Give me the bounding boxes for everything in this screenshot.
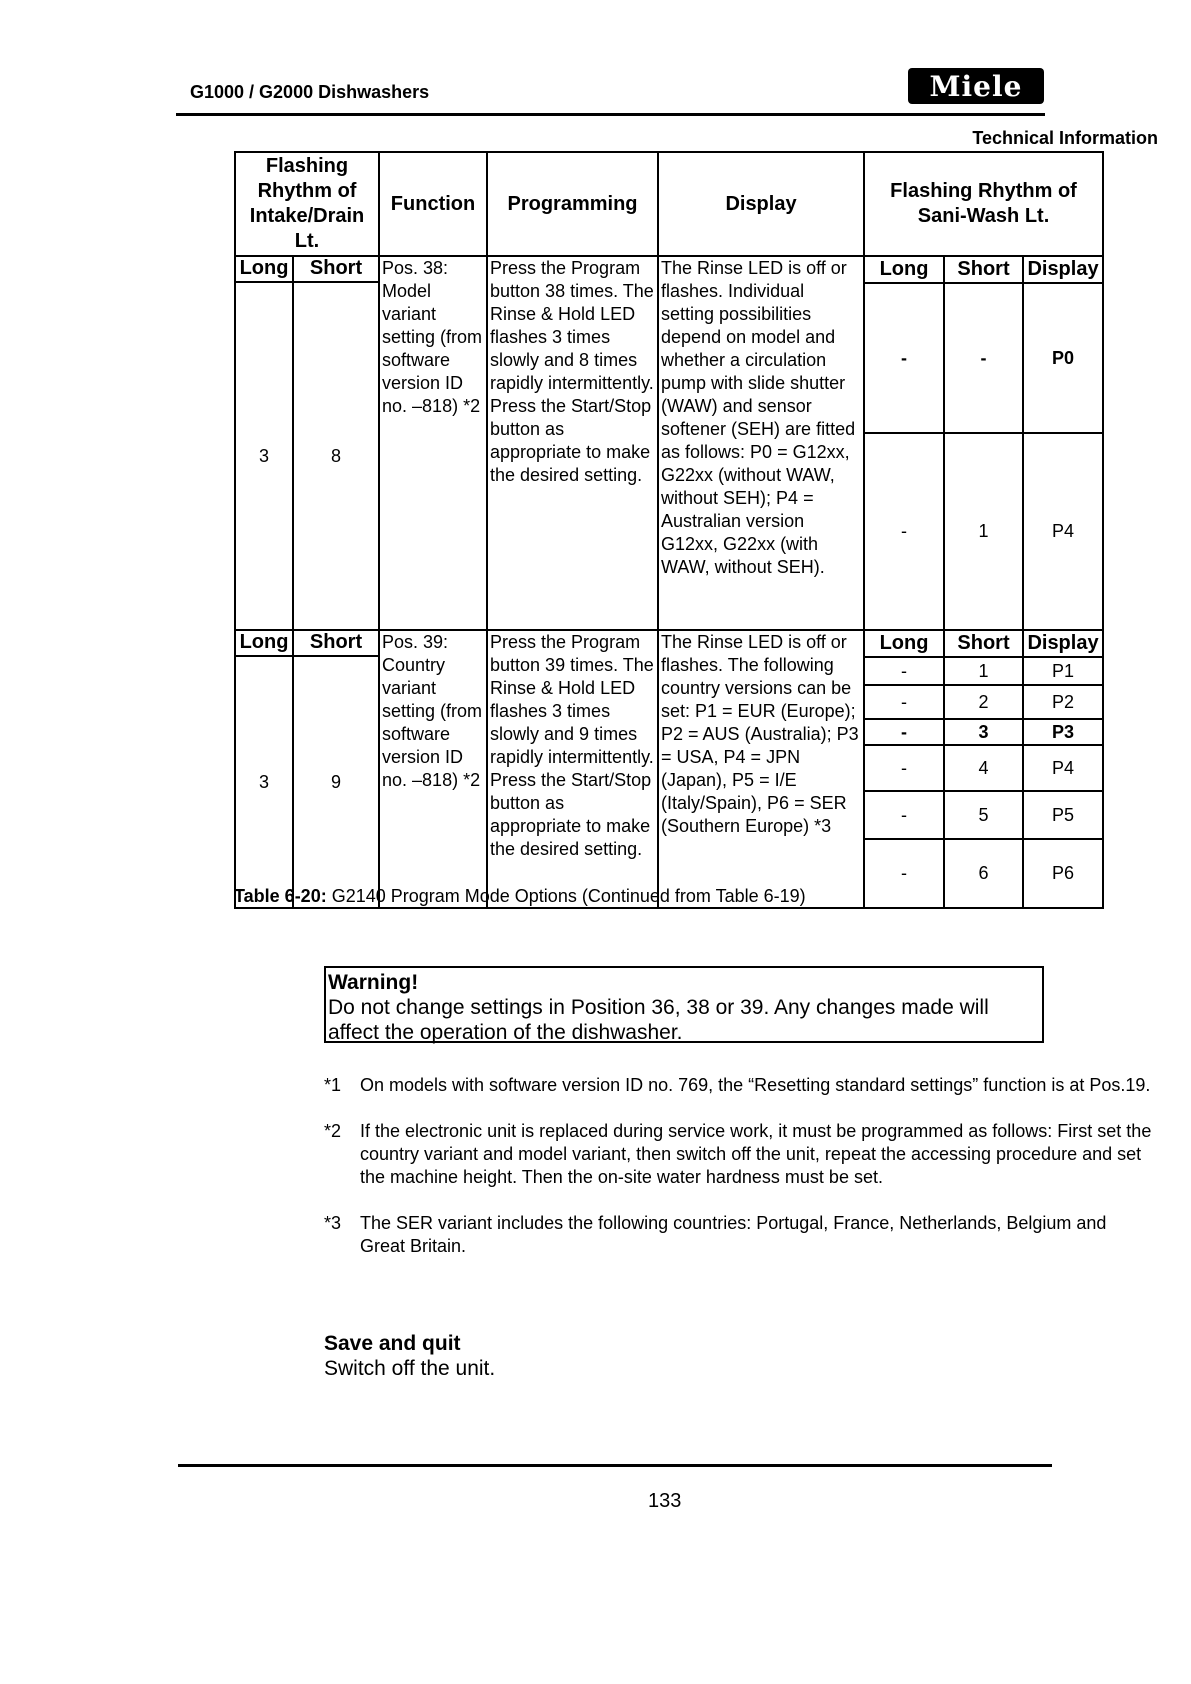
option-short: 5 xyxy=(944,791,1023,839)
footnote xyxy=(324,1120,1154,1189)
display-cell: The Rinse LED is off or flashes. The following country versions can be set: P1 = EUR (Europe); P2 = AUS (Australia); P3 = USA, P4 = JPN (Japan), P5 = I/E (Italy/Spain), P6 = SER (Southern Europe) *3 xyxy=(658,630,864,908)
option-long: - xyxy=(865,719,944,745)
sani-wash-options xyxy=(864,630,1103,908)
option-short: 1 xyxy=(944,433,1023,629)
sani-wash-options xyxy=(864,256,1103,630)
table-caption xyxy=(234,886,806,907)
option-short: 6 xyxy=(944,839,1023,907)
table-header-row xyxy=(235,152,1103,256)
option-row xyxy=(865,685,1102,719)
option-long: - xyxy=(865,657,944,685)
flash-short-value: 8 xyxy=(293,282,379,630)
table-row xyxy=(235,630,1103,656)
option-row xyxy=(865,839,1102,907)
footer-rule xyxy=(178,1464,1052,1467)
flash-long-value: 3 xyxy=(235,656,293,908)
option-long: - xyxy=(865,685,944,719)
options-display-header: Display xyxy=(1023,257,1102,283)
header-function: Function xyxy=(379,152,487,256)
footnote-text: On models with software version ID no. 769, the “Resetting standard settings” function is at Pos.19. xyxy=(360,1075,1151,1095)
footnote xyxy=(324,1074,1154,1097)
option-display: P1 xyxy=(1023,657,1102,685)
programming-cell: Press the Program button 38 times. The Rinse & Hold LED flashes 3 times slowly and 8 times rapidly intermittently. Press the Start/Stop button as appropriate to make the desired setting. xyxy=(487,256,658,630)
option-row xyxy=(865,719,1102,745)
option-display: P6 xyxy=(1052,863,1075,883)
option-display: P4 xyxy=(1052,521,1075,541)
flash-short-value: 9 xyxy=(293,656,379,908)
option-row xyxy=(865,745,1102,791)
options-short-header: Short xyxy=(944,257,1023,283)
option-display: P5 xyxy=(1023,791,1102,839)
options-table xyxy=(865,631,1102,907)
option-display: P3 xyxy=(1023,719,1102,745)
options-long-header: Long xyxy=(865,257,944,283)
table-row xyxy=(235,256,1103,282)
warning-box xyxy=(324,966,1044,1043)
miele-logo xyxy=(908,68,1044,104)
page-number: 133 xyxy=(648,1490,682,1512)
option-long: - xyxy=(865,433,944,629)
caption-label: Table 6-20: xyxy=(234,886,327,906)
brand-name: Miele xyxy=(929,69,1023,103)
options-table xyxy=(865,257,1102,629)
option-display: P4 xyxy=(1023,745,1102,791)
options-display-header: Display xyxy=(1023,631,1102,657)
option-long: - xyxy=(865,839,944,907)
option-short: - xyxy=(944,283,1023,433)
option-display: P0 xyxy=(1023,283,1102,433)
program-mode-table xyxy=(234,151,1104,909)
subheader-long: Long xyxy=(235,630,293,656)
flash-long-value: 3 xyxy=(235,282,293,630)
option-long: - xyxy=(865,791,944,839)
save-title: Save and quit xyxy=(324,1332,461,1355)
warning-text: Do not change settings in Position 36, 38 or 39. Any changes made will affect the operation of the dishwasher. xyxy=(328,996,989,1044)
warning-title: Warning! xyxy=(328,971,419,994)
save-text: Switch off the unit. xyxy=(324,1357,496,1380)
caption-text: G2140 Program Mode Options (Continued from Table 6-19) xyxy=(326,886,806,906)
header-flashing-intake: Flashing Rhythm of Intake/Drain Lt. xyxy=(235,152,379,256)
header-rule xyxy=(176,113,1045,116)
footnote-mark: *2 xyxy=(324,1121,342,1141)
options-long-header: Long xyxy=(865,631,944,657)
options-short-header: Short xyxy=(944,631,1023,657)
option-long: - xyxy=(865,745,944,791)
option-short: 3 xyxy=(944,719,1023,745)
subheader-short: Short xyxy=(293,256,379,282)
footnotes xyxy=(324,1074,1154,1281)
options-header-row xyxy=(865,257,1102,283)
document-title: G1000 / G2000 Dishwashers xyxy=(190,82,430,102)
options-header-row xyxy=(865,631,1102,657)
option-row xyxy=(865,283,1102,433)
subheader-short: Short xyxy=(293,630,379,656)
section-title: Technical Information xyxy=(972,128,1158,148)
function-cell: Pos. 38: Model variant setting (from software version ID no. –818) *2 xyxy=(379,256,487,630)
display-cell: The Rinse LED is off or flashes. Individual setting possibilities depend on model and whether a circulation pump with slide shutter (WAW) and sensor softener (SEH) are fitted as follows: P0 = G12xx, G22xx (without WAW, without SEH); P4 = Australian version G12xx, G22xx (with WAW, without SEH). xyxy=(658,256,864,630)
option-row xyxy=(865,791,1102,839)
footnote-text: The SER variant includes the following countries: Portugal, France, Netherlands, Belgium and Great Britain. xyxy=(360,1213,1107,1256)
subheader-long: Long xyxy=(235,256,293,282)
programming-cell: Press the Program button 39 times. The Rinse & Hold LED flashes 3 times slowly and 9 times rapidly intermittently. Press the Start/Stop button as appropriate to make the desired setting. xyxy=(487,630,658,908)
footnote-mark: *1 xyxy=(324,1075,342,1095)
option-short: 2 xyxy=(944,685,1023,719)
option-row xyxy=(865,433,1102,629)
option-long: - xyxy=(865,283,944,433)
option-display: P2 xyxy=(1023,685,1102,719)
function-cell: Pos. 39: Country variant setting (from software version ID no. –818) *2 xyxy=(379,630,487,908)
option-row xyxy=(865,657,1102,685)
option-short: 4 xyxy=(944,745,1023,791)
footnote-mark: *3 xyxy=(324,1213,342,1233)
option-short: 1 xyxy=(944,657,1023,685)
header-display: Display xyxy=(658,152,864,256)
footnote xyxy=(324,1212,1154,1258)
header-programming: Programming xyxy=(487,152,658,256)
header-flashing-sani: Flashing Rhythm of Sani-Wash Lt. xyxy=(864,152,1103,256)
footnote-text: If the electronic unit is replaced during service work, it must be programmed as follows: First set the country variant and model variant, then switch off the unit, repeat the accessing procedure and set the machine height. Then the on-site water hardness must be set. xyxy=(360,1121,1152,1187)
